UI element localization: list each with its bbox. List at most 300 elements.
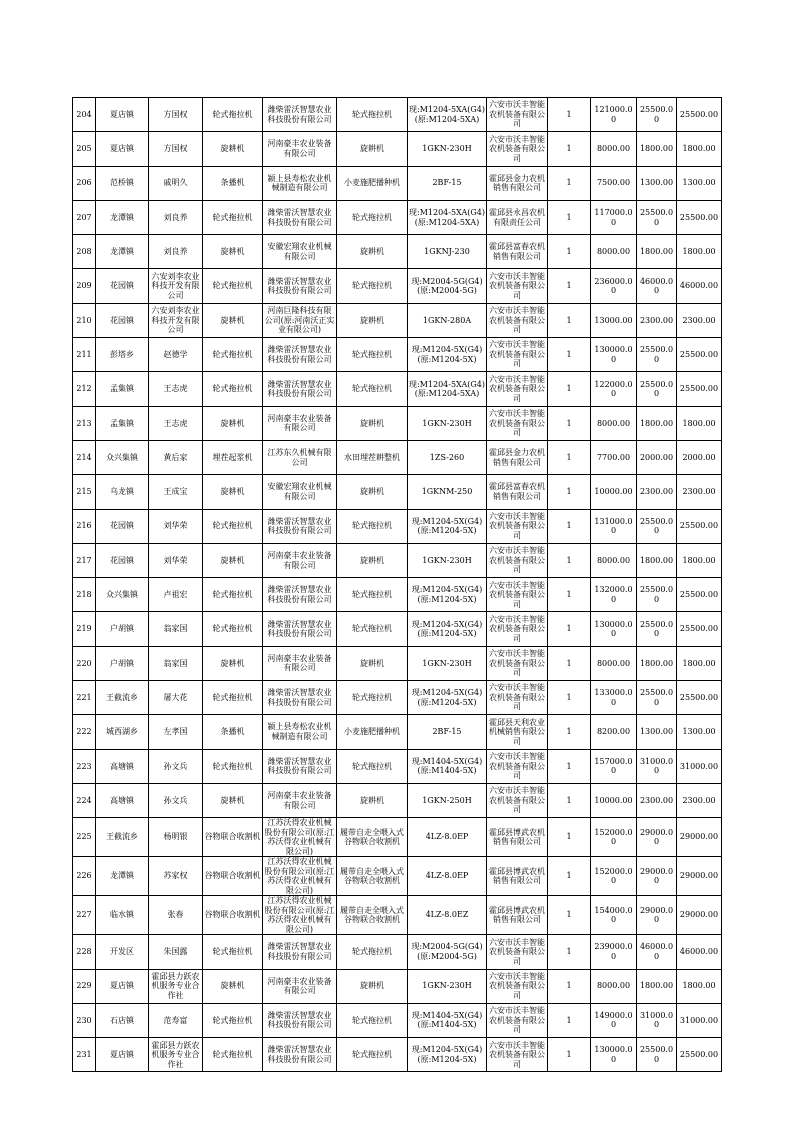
table-row <box>73 681 722 715</box>
dealer-cell: 六安市沃丰智能农机装备有限公司 <box>487 969 548 1003</box>
manufacturer-cell: 江苏东久机械有限公司 <box>263 440 337 474</box>
product-name-cell: 轮式拖拉机 <box>337 681 408 715</box>
total-subsidy-cell: 1800.00 <box>677 543 722 577</box>
price-cell: 8000.00 <box>591 406 637 440</box>
subsidy-cell: 1800.00 <box>637 406 677 440</box>
subsidy-cell: 1800.00 <box>637 969 677 1003</box>
dealer-cell: 六安市沃丰智能农机装备有限公司 <box>487 132 548 166</box>
total-subsidy-cell: 46000.00 <box>677 935 722 969</box>
row-number-cell: 218 <box>73 578 96 612</box>
product-name-cell: 轮式拖拉机 <box>337 98 408 132</box>
subsidy-cell: 31000.00 <box>637 1003 677 1037</box>
row-number-cell: 231 <box>73 1038 96 1072</box>
town-cell: 王截流乡 <box>96 681 149 715</box>
table-row <box>73 509 722 543</box>
manufacturer-cell: 颍上县寿松农业机械制造有限公司 <box>263 166 337 200</box>
buyer-cell: 方国权 <box>149 132 203 166</box>
price-cell: 154000.00 <box>591 896 637 935</box>
total-subsidy-cell: 1800.00 <box>677 235 722 269</box>
category-cell: 谷物联合收割机 <box>203 818 263 857</box>
model-cell: 现:M1404-5X(G4)(原:M1404-5X) <box>408 749 487 783</box>
model-cell: 现:M1204-5X(G4)(原:M1204-5X) <box>408 612 487 646</box>
total-subsidy-cell: 25500.00 <box>677 509 722 543</box>
row-number-cell: 220 <box>73 646 96 680</box>
buyer-cell: 王志虎 <box>149 372 203 406</box>
subsidy-cell: 1800.00 <box>637 543 677 577</box>
category-cell: 轮式拖拉机 <box>203 749 263 783</box>
total-subsidy-cell: 1300.00 <box>677 715 722 749</box>
category-cell: 旋耕机 <box>203 475 263 509</box>
category-cell: 条播机 <box>203 166 263 200</box>
subsidy-cell: 25500.00 <box>637 98 677 132</box>
product-name-cell: 小麦施肥播种机 <box>337 166 408 200</box>
dealer-cell: 六安市沃丰智能农机装备有限公司 <box>487 1003 548 1037</box>
row-number-cell: 229 <box>73 969 96 1003</box>
category-cell: 旋耕机 <box>203 132 263 166</box>
buyer-cell: 翁家国 <box>149 646 203 680</box>
product-name-cell: 轮式拖拉机 <box>337 935 408 969</box>
price-cell: 132000.00 <box>591 578 637 612</box>
category-cell: 轮式拖拉机 <box>203 681 263 715</box>
dealer-cell: 六安市沃丰智能农机装备有限公司 <box>487 509 548 543</box>
buyer-cell: 霍邱县力跃农机服务专业合作社 <box>149 969 203 1003</box>
manufacturer-cell: 江苏沃得农业机械股份有限公司(原:江苏沃得农业机械有限公司) <box>263 896 337 935</box>
category-cell: 旋耕机 <box>203 783 263 817</box>
category-cell: 轮式拖拉机 <box>203 200 263 234</box>
town-cell: 花园镇 <box>96 269 149 303</box>
manufacturer-cell: 安徽宏翔农业机械有限公司 <box>263 475 337 509</box>
town-cell: 户胡镇 <box>96 646 149 680</box>
subsidy-cell: 1300.00 <box>637 715 677 749</box>
product-name-cell: 履带自走全喂入式谷物联合收割机 <box>337 896 408 935</box>
price-cell: 239000.00 <box>591 935 637 969</box>
quantity-cell: 1 <box>548 681 591 715</box>
subsidy-cell: 29000.00 <box>637 818 677 857</box>
category-cell: 轮式拖拉机 <box>203 338 263 372</box>
subsidy-cell: 25500.00 <box>637 200 677 234</box>
subsidy-cell: 25500.00 <box>637 372 677 406</box>
subsidy-cell: 29000.00 <box>637 857 677 896</box>
subsidy-cell: 25500.00 <box>637 338 677 372</box>
table-row <box>73 646 722 680</box>
manufacturer-cell: 潍柴雷沃智慧农业科技股份有限公司 <box>263 681 337 715</box>
price-cell: 8000.00 <box>591 132 637 166</box>
town-cell: 孟集镇 <box>96 372 149 406</box>
town-cell: 孟集镇 <box>96 406 149 440</box>
row-number-cell: 221 <box>73 681 96 715</box>
buyer-cell: 杨明银 <box>149 818 203 857</box>
row-number-cell: 217 <box>73 543 96 577</box>
quantity-cell: 1 <box>548 338 591 372</box>
price-cell: 7500.00 <box>591 166 637 200</box>
town-cell: 临水镇 <box>96 896 149 935</box>
price-cell: 133000.00 <box>591 681 637 715</box>
price-cell: 131000.00 <box>591 509 637 543</box>
dealer-cell: 六安市沃丰智能农机装备有限公司 <box>487 935 548 969</box>
model-cell: 1GKNJ-230 <box>408 235 487 269</box>
dealer-cell: 六安市沃丰智能农机装备有限公司 <box>487 98 548 132</box>
total-subsidy-cell: 1800.00 <box>677 646 722 680</box>
category-cell: 旋耕机 <box>203 303 263 337</box>
manufacturer-cell: 河南豪丰农业装备有限公司 <box>263 969 337 1003</box>
dealer-cell: 霍邱县金力农机销售有限公司 <box>487 166 548 200</box>
buyer-cell: 朱国露 <box>149 935 203 969</box>
model-cell: 1GKN-280A <box>408 303 487 337</box>
quantity-cell: 1 <box>548 98 591 132</box>
price-cell: 10000.00 <box>591 475 637 509</box>
total-subsidy-cell: 25500.00 <box>677 338 722 372</box>
row-number-cell: 213 <box>73 406 96 440</box>
model-cell: 1GKN-230H <box>408 543 487 577</box>
buyer-cell: 赵德学 <box>149 338 203 372</box>
town-cell: 花园镇 <box>96 543 149 577</box>
product-name-cell: 履带自走全喂入式谷物联合收割机 <box>337 857 408 896</box>
product-name-cell: 轮式拖拉机 <box>337 749 408 783</box>
total-subsidy-cell: 29000.00 <box>677 896 722 935</box>
dealer-cell: 六安市沃丰智能农机装备有限公司 <box>487 543 548 577</box>
subsidy-cell: 25500.00 <box>637 681 677 715</box>
row-number-cell: 225 <box>73 818 96 857</box>
row-number-cell: 230 <box>73 1003 96 1037</box>
buyer-cell: 霍邱县力跃农机服务专业合作社 <box>149 1038 203 1072</box>
table-row <box>73 372 722 406</box>
model-cell: 1GKN-250H <box>408 783 487 817</box>
quantity-cell: 1 <box>548 896 591 935</box>
row-number-cell: 226 <box>73 857 96 896</box>
category-cell: 轮式拖拉机 <box>203 612 263 646</box>
price-cell: 130000.00 <box>591 1038 637 1072</box>
town-cell: 高塘镇 <box>96 783 149 817</box>
price-cell: 130000.00 <box>591 338 637 372</box>
product-name-cell: 履带自走全喂入式谷物联合收割机 <box>337 818 408 857</box>
town-cell: 城西湖乡 <box>96 715 149 749</box>
model-cell: 现:M1204-5X(G4)(原:M1204-5X) <box>408 509 487 543</box>
dealer-cell: 六安市沃丰智能农机装备有限公司 <box>487 269 548 303</box>
model-cell: 1GKN-230H <box>408 406 487 440</box>
quantity-cell: 1 <box>548 543 591 577</box>
model-cell: 现:M1204-5XA(G4)(原:M1204-5XA) <box>408 372 487 406</box>
table-row <box>73 969 722 1003</box>
quantity-cell: 1 <box>548 200 591 234</box>
product-name-cell: 轮式拖拉机 <box>337 200 408 234</box>
quantity-cell: 1 <box>548 372 591 406</box>
manufacturer-cell: 河南豪丰农业装备有限公司 <box>263 783 337 817</box>
price-cell: 10000.00 <box>591 783 637 817</box>
manufacturer-cell: 颍上县寿松农业机械制造有限公司 <box>263 715 337 749</box>
manufacturer-cell: 潍柴雷沃智慧农业科技股份有限公司 <box>263 935 337 969</box>
town-cell: 龙潭镇 <box>96 235 149 269</box>
table-row <box>73 1038 722 1072</box>
buyer-cell: 刘良养 <box>149 200 203 234</box>
total-subsidy-cell: 1800.00 <box>677 406 722 440</box>
town-cell: 夏店镇 <box>96 98 149 132</box>
price-cell: 152000.00 <box>591 857 637 896</box>
buyer-cell: 翁家国 <box>149 612 203 646</box>
total-subsidy-cell: 25500.00 <box>677 1038 722 1072</box>
category-cell: 旋耕机 <box>203 646 263 680</box>
table-row <box>73 338 722 372</box>
row-number-cell: 223 <box>73 749 96 783</box>
product-name-cell: 旋耕机 <box>337 543 408 577</box>
product-name-cell: 轮式拖拉机 <box>337 1038 408 1072</box>
product-name-cell: 轮式拖拉机 <box>337 269 408 303</box>
town-cell: 高塘镇 <box>96 749 149 783</box>
table-row <box>73 1003 722 1037</box>
quantity-cell: 1 <box>548 935 591 969</box>
table-row <box>73 857 722 896</box>
product-name-cell: 轮式拖拉机 <box>337 578 408 612</box>
category-cell: 旋耕机 <box>203 969 263 1003</box>
table-row <box>73 578 722 612</box>
manufacturer-cell: 江苏沃得农业机械股份有限公司(原:江苏沃得农业机械有限公司) <box>263 857 337 896</box>
quantity-cell: 1 <box>548 235 591 269</box>
model-cell: 4LZ-8.0EP <box>408 818 487 857</box>
model-cell: 现:M2004-5G(G4)(原:M2004-5G) <box>408 269 487 303</box>
subsidy-cell: 25500.00 <box>637 509 677 543</box>
buyer-cell: 孙文兵 <box>149 749 203 783</box>
row-number-cell: 204 <box>73 98 96 132</box>
category-cell: 旋耕机 <box>203 406 263 440</box>
total-subsidy-cell: 2300.00 <box>677 783 722 817</box>
dealer-cell: 霍邱县博武农机销售有限公司 <box>487 857 548 896</box>
manufacturer-cell: 河南巨隆科技有限公司(原:河南沃正实业有限公司) <box>263 303 337 337</box>
row-number-cell: 227 <box>73 896 96 935</box>
dealer-cell: 六安市沃丰智能农机装备有限公司 <box>487 646 548 680</box>
town-cell: 花园镇 <box>96 509 149 543</box>
table-row <box>73 749 722 783</box>
table-row <box>73 406 722 440</box>
total-subsidy-cell: 29000.00 <box>677 818 722 857</box>
table-row <box>73 200 722 234</box>
model-cell: 现:M1204-5X(G4)(原:M1204-5X) <box>408 578 487 612</box>
table-row <box>73 303 722 337</box>
subsidy-cell: 1800.00 <box>637 132 677 166</box>
town-cell: 户胡镇 <box>96 612 149 646</box>
manufacturer-cell: 潍柴雷沃智慧农业科技股份有限公司 <box>263 98 337 132</box>
manufacturer-cell: 潍柴雷沃智慧农业科技股份有限公司 <box>263 200 337 234</box>
buyer-cell: 王成宝 <box>149 475 203 509</box>
town-cell: 众兴集镇 <box>96 578 149 612</box>
total-subsidy-cell: 29000.00 <box>677 857 722 896</box>
dealer-cell: 六安市沃丰智能农机装备有限公司 <box>487 749 548 783</box>
price-cell: 8000.00 <box>591 235 637 269</box>
category-cell: 旋耕机 <box>203 235 263 269</box>
total-subsidy-cell: 1800.00 <box>677 969 722 1003</box>
manufacturer-cell: 河南豪丰农业装备有限公司 <box>263 406 337 440</box>
subsidy-table-sheet <box>72 97 722 1072</box>
quantity-cell: 1 <box>548 303 591 337</box>
quantity-cell: 1 <box>548 969 591 1003</box>
quantity-cell: 1 <box>548 166 591 200</box>
model-cell: 现:M1204-5XA(G4)(原:M1204-5XA) <box>408 98 487 132</box>
product-name-cell: 旋耕机 <box>337 783 408 817</box>
row-number-cell: 216 <box>73 509 96 543</box>
town-cell: 王截流乡 <box>96 818 149 857</box>
total-subsidy-cell: 46000.00 <box>677 269 722 303</box>
category-cell: 谷物联合收割机 <box>203 857 263 896</box>
table-row <box>73 132 722 166</box>
category-cell: 轮式拖拉机 <box>203 935 263 969</box>
dealer-cell: 霍邱县永昌农机有限责任公司 <box>487 200 548 234</box>
manufacturer-cell: 潍柴雷沃智慧农业科技股份有限公司 <box>263 612 337 646</box>
town-cell: 夏店镇 <box>96 1038 149 1072</box>
quantity-cell: 1 <box>548 406 591 440</box>
category-cell: 条播机 <box>203 715 263 749</box>
town-cell: 花园镇 <box>96 303 149 337</box>
manufacturer-cell: 潍柴雷沃智慧农业科技股份有限公司 <box>263 338 337 372</box>
category-cell: 埋茬起浆机 <box>203 440 263 474</box>
row-number-cell: 214 <box>73 440 96 474</box>
dealer-cell: 霍邱县金力农机销售有限公司 <box>487 440 548 474</box>
table-row <box>73 935 722 969</box>
buyer-cell: 戚明久 <box>149 166 203 200</box>
price-cell: 7700.00 <box>591 440 637 474</box>
category-cell: 轮式拖拉机 <box>203 372 263 406</box>
price-cell: 8200.00 <box>591 715 637 749</box>
quantity-cell: 1 <box>548 132 591 166</box>
town-cell: 夏店镇 <box>96 132 149 166</box>
manufacturer-cell: 河南豪丰农业装备有限公司 <box>263 646 337 680</box>
dealer-cell: 六安市沃丰智能农机装备有限公司 <box>487 406 548 440</box>
price-cell: 8000.00 <box>591 543 637 577</box>
product-name-cell: 轮式拖拉机 <box>337 372 408 406</box>
model-cell: 现:M1204-5X(G4)(原:M1204-5X) <box>408 681 487 715</box>
table-row <box>73 783 722 817</box>
category-cell: 轮式拖拉机 <box>203 578 263 612</box>
model-cell: 现:M1204-5X(G4)(原:M1204-5X) <box>408 338 487 372</box>
buyer-cell: 六安刘李农业科技开发有限公司 <box>149 303 203 337</box>
manufacturer-cell: 潍柴雷沃智慧农业科技股份有限公司 <box>263 372 337 406</box>
table-row <box>73 543 722 577</box>
product-name-cell: 旋耕机 <box>337 406 408 440</box>
model-cell: 1GKN-230H <box>408 646 487 680</box>
manufacturer-cell: 河南豪丰农业装备有限公司 <box>263 132 337 166</box>
manufacturer-cell: 潍柴雷沃智慧农业科技股份有限公司 <box>263 749 337 783</box>
quantity-cell: 1 <box>548 749 591 783</box>
total-subsidy-cell: 2000.00 <box>677 440 722 474</box>
manufacturer-cell: 潍柴雷沃智慧农业科技股份有限公司 <box>263 269 337 303</box>
row-number-cell: 219 <box>73 612 96 646</box>
quantity-cell: 1 <box>548 440 591 474</box>
manufacturer-cell: 潍柴雷沃智慧农业科技股份有限公司 <box>263 578 337 612</box>
row-number-cell: 207 <box>73 200 96 234</box>
total-subsidy-cell: 1800.00 <box>677 132 722 166</box>
row-number-cell: 210 <box>73 303 96 337</box>
town-cell: 龙潭镇 <box>96 857 149 896</box>
buyer-cell: 张春 <box>149 896 203 935</box>
model-cell: 现:M1204-5XA(G4)(原:M1204-5XA) <box>408 200 487 234</box>
product-name-cell: 旋耕机 <box>337 969 408 1003</box>
model-cell: 现:M2004-5G(G4)(原:M2004-5G) <box>408 935 487 969</box>
town-cell: 乌龙镇 <box>96 475 149 509</box>
total-subsidy-cell: 25500.00 <box>677 681 722 715</box>
total-subsidy-cell: 2300.00 <box>677 303 722 337</box>
table-row <box>73 715 722 749</box>
manufacturer-cell: 江苏沃得农业机械股份有限公司(原:江苏沃得农业机械有限公司) <box>263 818 337 857</box>
manufacturer-cell: 潍柴雷沃智慧农业科技股份有限公司 <box>263 1003 337 1037</box>
dealer-cell: 霍邱县富春农机销售有限公司 <box>487 475 548 509</box>
town-cell: 范桥镇 <box>96 166 149 200</box>
buyer-cell: 六安刘李农业科技开发有限公司 <box>149 269 203 303</box>
dealer-cell: 霍邱县天利农业机械销售有限公司 <box>487 715 548 749</box>
subsidy-cell: 25500.00 <box>637 578 677 612</box>
town-cell: 石店镇 <box>96 1003 149 1037</box>
total-subsidy-cell: 2300.00 <box>677 475 722 509</box>
quantity-cell: 1 <box>548 783 591 817</box>
row-number-cell: 211 <box>73 338 96 372</box>
product-name-cell: 轮式拖拉机 <box>337 612 408 646</box>
dealer-cell: 霍邱县博武农机销售有限公司 <box>487 818 548 857</box>
model-cell: 现:M1404-5X(G4)(原:M1404-5X) <box>408 1003 487 1037</box>
price-cell: 122000.00 <box>591 372 637 406</box>
manufacturer-cell: 河南豪丰农业装备有限公司 <box>263 543 337 577</box>
product-name-cell: 旋耕机 <box>337 303 408 337</box>
buyer-cell: 方国权 <box>149 98 203 132</box>
dealer-cell: 六安市沃丰智能农机装备有限公司 <box>487 578 548 612</box>
town-cell: 开发区 <box>96 935 149 969</box>
dealer-cell: 六安市沃丰智能农机装备有限公司 <box>487 303 548 337</box>
town-cell: 龙潭镇 <box>96 200 149 234</box>
table-row <box>73 235 722 269</box>
category-cell: 谷物联合收割机 <box>203 896 263 935</box>
subsidy-cell: 1800.00 <box>637 235 677 269</box>
row-number-cell: 205 <box>73 132 96 166</box>
subsidy-cell: 25500.00 <box>637 612 677 646</box>
row-number-cell: 224 <box>73 783 96 817</box>
total-subsidy-cell: 25500.00 <box>677 200 722 234</box>
quantity-cell: 1 <box>548 715 591 749</box>
price-cell: 13000.00 <box>591 303 637 337</box>
subsidy-cell: 2300.00 <box>637 475 677 509</box>
model-cell: 2BF-15 <box>408 166 487 200</box>
table-row <box>73 896 722 935</box>
subsidy-cell: 2300.00 <box>637 783 677 817</box>
model-cell: 4LZ-8.0EZ <box>408 896 487 935</box>
model-cell: 4LZ-8.0EP <box>408 857 487 896</box>
table-body <box>73 98 722 1072</box>
category-cell: 轮式拖拉机 <box>203 269 263 303</box>
product-name-cell: 旋耕机 <box>337 646 408 680</box>
table-row <box>73 612 722 646</box>
row-number-cell: 209 <box>73 269 96 303</box>
table-row <box>73 475 722 509</box>
row-number-cell: 212 <box>73 372 96 406</box>
buyer-cell: 刘华荣 <box>149 509 203 543</box>
subsidy-cell: 29000.00 <box>637 896 677 935</box>
quantity-cell: 1 <box>548 578 591 612</box>
product-name-cell: 轮式拖拉机 <box>337 338 408 372</box>
subsidy-cell: 31000.00 <box>637 749 677 783</box>
buyer-cell: 屠大花 <box>149 681 203 715</box>
subsidy-cell: 46000.00 <box>637 935 677 969</box>
model-cell: 1GKNM-250 <box>408 475 487 509</box>
total-subsidy-cell: 31000.00 <box>677 749 722 783</box>
model-cell: 现:M1204-5X(G4)(原:M1204-5X) <box>408 1038 487 1072</box>
dealer-cell: 六安市沃丰智能农机装备有限公司 <box>487 612 548 646</box>
row-number-cell: 215 <box>73 475 96 509</box>
town-cell: 彭塔乡 <box>96 338 149 372</box>
dealer-cell: 六安市沃丰智能农机装备有限公司 <box>487 783 548 817</box>
product-name-cell: 旋耕机 <box>337 475 408 509</box>
table-row <box>73 818 722 857</box>
dealer-cell: 六安市沃丰智能农机装备有限公司 <box>487 681 548 715</box>
row-number-cell: 206 <box>73 166 96 200</box>
total-subsidy-cell: 25500.00 <box>677 612 722 646</box>
dealer-cell: 霍邱县富春农机销售有限公司 <box>487 235 548 269</box>
product-name-cell: 水田埋茬耕整机 <box>337 440 408 474</box>
table-row <box>73 98 722 132</box>
dealer-cell: 霍邱县博武农机销售有限公司 <box>487 896 548 935</box>
